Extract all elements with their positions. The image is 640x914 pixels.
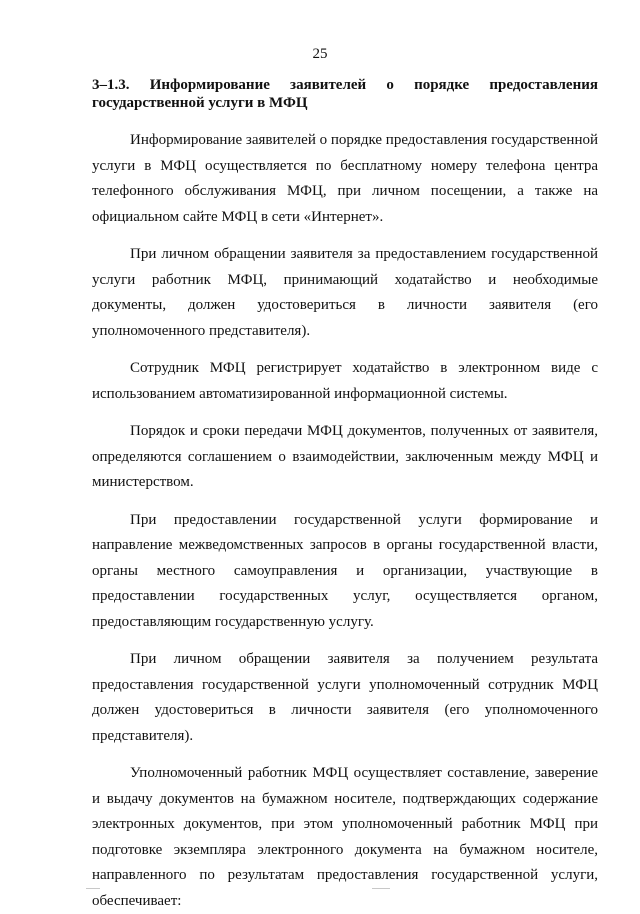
scan-artifacts bbox=[0, 888, 640, 894]
document-body bbox=[92, 76, 598, 914]
scan-mark-center bbox=[372, 888, 390, 889]
paragraph-3: Сотрудник МФЦ регистрирует ходатайство в электронном виде с использованием автоматизированной информационной системы. bbox=[92, 360, 598, 402]
page-number: 25 bbox=[312, 46, 328, 62]
paragraph-7: Уполномоченный работник МФЦ осуществляет составление, заверение и выдачу документов на бумажном носителе, подтверждающих содержание электронных документов, при этом уполномоченный работник МФЦ при подготовке экземпляра электронного документа на бумажном носителе, направленного по результатам предоставления государственной услуги, обеспечивает: bbox=[92, 765, 598, 909]
paragraph-6: При личном обращении заявителя за получением результата предоставления государственной услуги уполномоченный сотрудник МФЦ должен удостовериться в личности заявителя (его уполномоченного представителя). bbox=[92, 651, 598, 744]
section-heading: 3–1.3. Информирование заявителей о порядке предоставления государственной услуги в МФЦ bbox=[92, 77, 598, 111]
paragraph-5: При предоставлении государственной услуги формирование и направление межведомственных запросов в органы государственной власти, органы местного самоуправления и организации, участвующие в предоставлении государственных услуг, осуществляется органом, предоставляющим государственную услугу. bbox=[92, 511, 598, 630]
paragraph-1: Информирование заявителей о порядке предоставления государственной услуги в МФЦ осуществляется по бесплатному номеру телефона центра телефонного обслуживания МФЦ, при личном посещении, а также на официальном сайте МФЦ в сети «Интернет». bbox=[92, 132, 598, 225]
scan-mark-left bbox=[86, 888, 100, 889]
paragraph-4: Порядок и сроки передачи МФЦ документов, полученных от заявителя, определяются соглашением о взаимодействии, заключенным между МФЦ и министерством. bbox=[92, 423, 598, 490]
paragraph-2: При личном обращении заявителя за предоставлением государственной услуги работник МФЦ, принимающий ходатайство и необходимые документы, должен удостовериться в личности заявителя (его уполномоченного представителя). bbox=[92, 246, 598, 339]
